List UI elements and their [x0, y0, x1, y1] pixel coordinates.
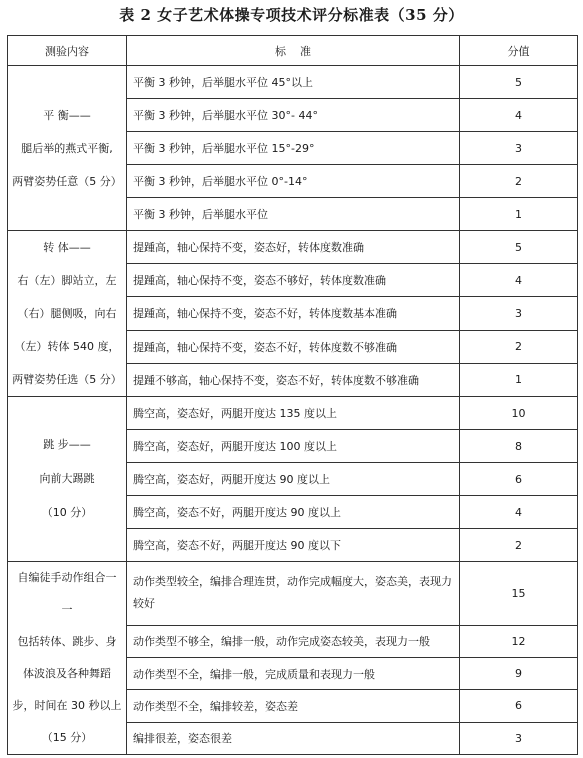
item-leap [8, 397, 127, 562]
standard-cell: 平衡 3 秒钟，后举腿水平位 0°-14° [127, 165, 460, 198]
score-cell: 3 [460, 297, 578, 330]
standard-cell: 提踵高，轴心保持不变，姿态不好，转体度数不够准确 [127, 330, 460, 363]
item-line: 右（左）脚站立，左 [17, 274, 117, 287]
score-cell: 4 [460, 496, 578, 529]
score-cell: 3 [460, 132, 578, 165]
standard-cell: 动作类型不够全，编排一般，动作完成姿态较美，表现力一般 [127, 625, 460, 657]
score-cell: 8 [460, 430, 578, 463]
standard-cell: 腾空高，姿态不好，两腿开度达 90 度以上 [127, 496, 460, 529]
item-line: 包括转体、跳步、身 [17, 635, 117, 648]
item-line: 自编徒手动作组合一 [17, 571, 117, 584]
item-line: 两臂姿势任选（5 分） [12, 373, 122, 386]
score-cell: 2 [460, 330, 578, 363]
score-cell: 2 [460, 165, 578, 198]
item-routine [8, 562, 127, 755]
score-cell: 1 [460, 198, 578, 231]
standard-cell: 提踵高，轴心保持不变，姿态不够好，转体度数准确 [127, 264, 460, 297]
standard-cell: 平衡 3 秒钟，后举腿水平位 30°- 44° [127, 99, 460, 132]
standard-cell: 平衡 3 秒钟，后举腿水平位 [127, 198, 460, 231]
score-cell: 1 [460, 363, 578, 396]
header-row [8, 36, 578, 66]
item-line: 一 [61, 603, 73, 616]
score-cell: 15 [460, 562, 578, 626]
item-line: 腿后举的燕式平衡, [21, 141, 113, 155]
item-line: 跳 步—— [43, 438, 91, 451]
score-cell: 12 [460, 625, 578, 657]
item-line: 步，时间在 30 秒以上 [12, 699, 122, 712]
item-turn [8, 231, 127, 397]
item-line: （左）转体 540 度， [14, 340, 120, 353]
item-line: （15 分） [41, 731, 93, 744]
standard-cell: 编排很差，姿态很差 [127, 722, 460, 754]
table-row [8, 66, 578, 99]
header-standard: 标 准 [127, 36, 460, 66]
standard-cell: 动作类型较全，编排合理连贯，动作完成幅度大，姿态美，表现力较好 [127, 562, 460, 626]
table-row [8, 397, 578, 430]
item-line: 向前大踢跳 [39, 472, 95, 485]
score-cell: 2 [460, 529, 578, 562]
score-cell: 6 [460, 690, 578, 722]
item-line: （右）腿侧吸，向右 [17, 307, 117, 320]
score-cell: 3 [460, 722, 578, 754]
item-line: 两臂姿势任意（5 分） [12, 174, 122, 188]
score-cell: 4 [460, 99, 578, 132]
standard-cell: 提踵不够高，轴心保持不变，姿态不好，转体度数不够准确 [127, 363, 460, 396]
standard-cell: 腾空高，姿态不好，两腿开度达 90 度以下 [127, 529, 460, 562]
header-item: 测验内容 [8, 36, 127, 66]
score-cell: 4 [460, 264, 578, 297]
item-balance [8, 66, 127, 231]
header-score: 分值 [460, 36, 578, 66]
score-cell: 5 [460, 66, 578, 99]
standard-cell: 动作类型不全，编排一般，完成质量和表现力一般 [127, 657, 460, 689]
score-cell: 9 [460, 657, 578, 689]
standard-cell: 提踵高，轴心保持不变，姿态不好，转体度数基本准确 [127, 297, 460, 330]
table-row [8, 562, 578, 626]
item-line: （10 分） [41, 506, 93, 519]
standard-cell: 腾空高，姿态好，两腿开度达 100 度以上 [127, 430, 460, 463]
item-line: 体波浪及各种舞蹈 [23, 667, 111, 680]
standard-cell: 腾空高，姿态好，两腿开度达 135 度以上 [127, 397, 460, 430]
standard-cell: 动作类型不全，编排较差，姿态差 [127, 690, 460, 722]
score-cell: 10 [460, 397, 578, 430]
item-line: 平 衡—— [43, 108, 91, 122]
scoring-table [7, 35, 578, 755]
standard-cell: 提踵高，轴心保持不变，姿态好，转体度数准确 [127, 231, 460, 264]
table-title: 表 2 女子艺术体操专项技术评分标准表（35 分） [119, 6, 464, 24]
item-line: 转 体—— [43, 241, 91, 254]
score-cell: 6 [460, 463, 578, 496]
standard-cell: 平衡 3 秒钟，后举腿水平位 45°以上 [127, 66, 460, 99]
score-cell: 5 [460, 231, 578, 264]
standard-cell: 腾空高，姿态好，两腿开度达 90 度以上 [127, 463, 460, 496]
standard-cell: 平衡 3 秒钟，后举腿水平位 15°-29° [127, 132, 460, 165]
table-row [8, 231, 578, 264]
